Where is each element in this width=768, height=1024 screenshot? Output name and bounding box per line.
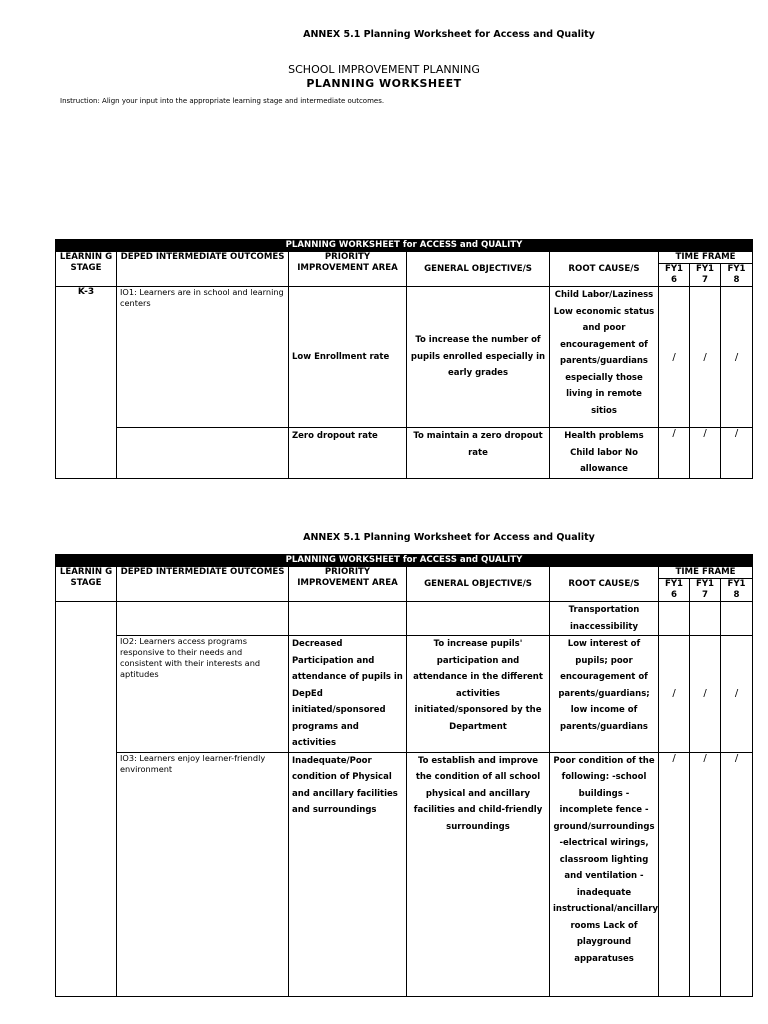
outcome-cell — [117, 428, 289, 479]
col-fy16: FY1 6 — [659, 264, 690, 287]
col-fy17: FY1 7 — [690, 264, 721, 287]
root-cause-cell: Child Labor/Laziness Low economic status and poor encouragement of parents/guardians especially those living in remote sitios — [550, 287, 659, 428]
fy16-mark — [659, 602, 690, 636]
col-general-objective: GENERAL OBJECTIVE/S — [407, 252, 550, 287]
fy16-mark: / — [659, 287, 690, 428]
priority-cell: Low Enrollment rate — [289, 287, 407, 428]
annex-title-2: ANNEX 5.1 Planning Worksheet for Access and Quality — [303, 532, 595, 543]
root-cause-cell: Poor condition of the following: -school buildings -incomplete fence -ground/surroundings -electrical wirings, classroom lighting and ventilation -inadequate instructional/ancillary rooms Lack of playground apparatuses — [550, 752, 659, 996]
fy17-mark: / — [690, 636, 721, 753]
outcome-cell: IO1: Learners are in school and learning centers — [117, 287, 289, 428]
objective-cell — [407, 602, 550, 636]
fy16-mark: / — [659, 428, 690, 479]
learning-stage-empty — [56, 602, 117, 997]
instruction-text: Instruction: Align your input into the appropriate learning stage and intermediate outcomes. — [60, 97, 385, 105]
col-root-cause: ROOT CAUSE/S — [550, 252, 659, 287]
annex-title: ANNEX 5.1 Planning Worksheet for Access and Quality — [303, 29, 595, 40]
priority-cell: Inadequate/Poor condition of Physical and ancillary facilities and surroundings — [289, 752, 407, 996]
table-banner: PLANNING WORKSHEET for ACCESS and QUALITY — [56, 240, 753, 252]
objective-cell: To increase the number of pupils enrolled especially in early grades — [407, 287, 550, 428]
root-cause-cell: Transportation inaccessibility — [550, 602, 659, 636]
table-row — [56, 428, 753, 479]
col-learning-stage: LEARNIN G STAGE — [56, 252, 117, 287]
root-cause-cell: Health problems Child labor No allowance — [550, 428, 659, 479]
col-root-cause: ROOT CAUSE/S — [550, 567, 659, 602]
objective-cell: To maintain a zero dropout rate — [407, 428, 550, 479]
table-row — [56, 287, 753, 428]
table-row — [56, 752, 753, 996]
learning-stage-value: K-3 — [56, 287, 117, 479]
fy18-mark: / — [721, 287, 753, 428]
col-fy17: FY1 7 — [690, 579, 721, 602]
priority-cell: Decreased Participation and attendance of pupils in DepEd initiated/sponsored programs and activities — [289, 636, 407, 753]
fy18-mark: / — [721, 428, 753, 479]
col-priority-area: PRIORITY IMPROVEMENT AREA — [289, 252, 407, 287]
planning-table-1 — [55, 239, 753, 479]
outcome-cell — [117, 602, 289, 636]
table-row — [56, 636, 753, 753]
col-priority-area: PRIORITY IMPROVEMENT AREA — [289, 567, 407, 602]
col-intermediate-outcomes: DEPED INTERMEDIATE OUTCOMES — [117, 567, 289, 602]
col-intermediate-outcomes: DEPED INTERMEDIATE OUTCOMES — [117, 252, 289, 287]
fy16-mark: / — [659, 752, 690, 996]
col-time-frame: TIME FRAME — [659, 252, 753, 264]
fy18-mark — [721, 602, 753, 636]
fy17-mark: / — [690, 752, 721, 996]
objective-cell: To establish and improve the condition of all school physical and ancillary facilities and child-friendly surroundings — [407, 752, 550, 996]
fy17-mark: / — [690, 287, 721, 428]
priority-cell: Zero dropout rate — [289, 428, 407, 479]
col-fy18: FY1 8 — [721, 579, 753, 602]
root-cause-cell: Low interest of pupils; poor encouragement of parents/guardians; low income of parents/guardians — [550, 636, 659, 753]
worksheet-title: PLANNING WORKSHEET — [306, 77, 462, 90]
outcome-cell: IO2: Learners access programs responsive to their needs and consistent with their interests and aptitudes — [117, 636, 289, 753]
col-fy16: FY1 6 — [659, 579, 690, 602]
sip-title: SCHOOL IMPROVEMENT PLANNING — [288, 63, 480, 76]
planning-table-2 — [55, 554, 753, 997]
fy16-mark: / — [659, 636, 690, 753]
objective-cell: To increase pupils' participation and attendance in the different activities initiated/sponsored by the Department — [407, 636, 550, 753]
col-general-objective: GENERAL OBJECTIVE/S — [407, 567, 550, 602]
priority-cell — [289, 602, 407, 636]
col-time-frame: TIME FRAME — [659, 567, 753, 579]
outcome-cell: IO3: Learners enjoy learner-friendly environment — [117, 752, 289, 996]
fy18-mark: / — [721, 752, 753, 996]
table-banner: PLANNING WORKSHEET for ACCESS and QUALITY — [56, 555, 753, 567]
fy17-mark — [690, 602, 721, 636]
table-row — [56, 602, 753, 636]
fy18-mark: / — [721, 636, 753, 753]
fy17-mark: / — [690, 428, 721, 479]
col-learning-stage: LEARNIN G STAGE — [56, 567, 117, 602]
col-fy18: FY1 8 — [721, 264, 753, 287]
